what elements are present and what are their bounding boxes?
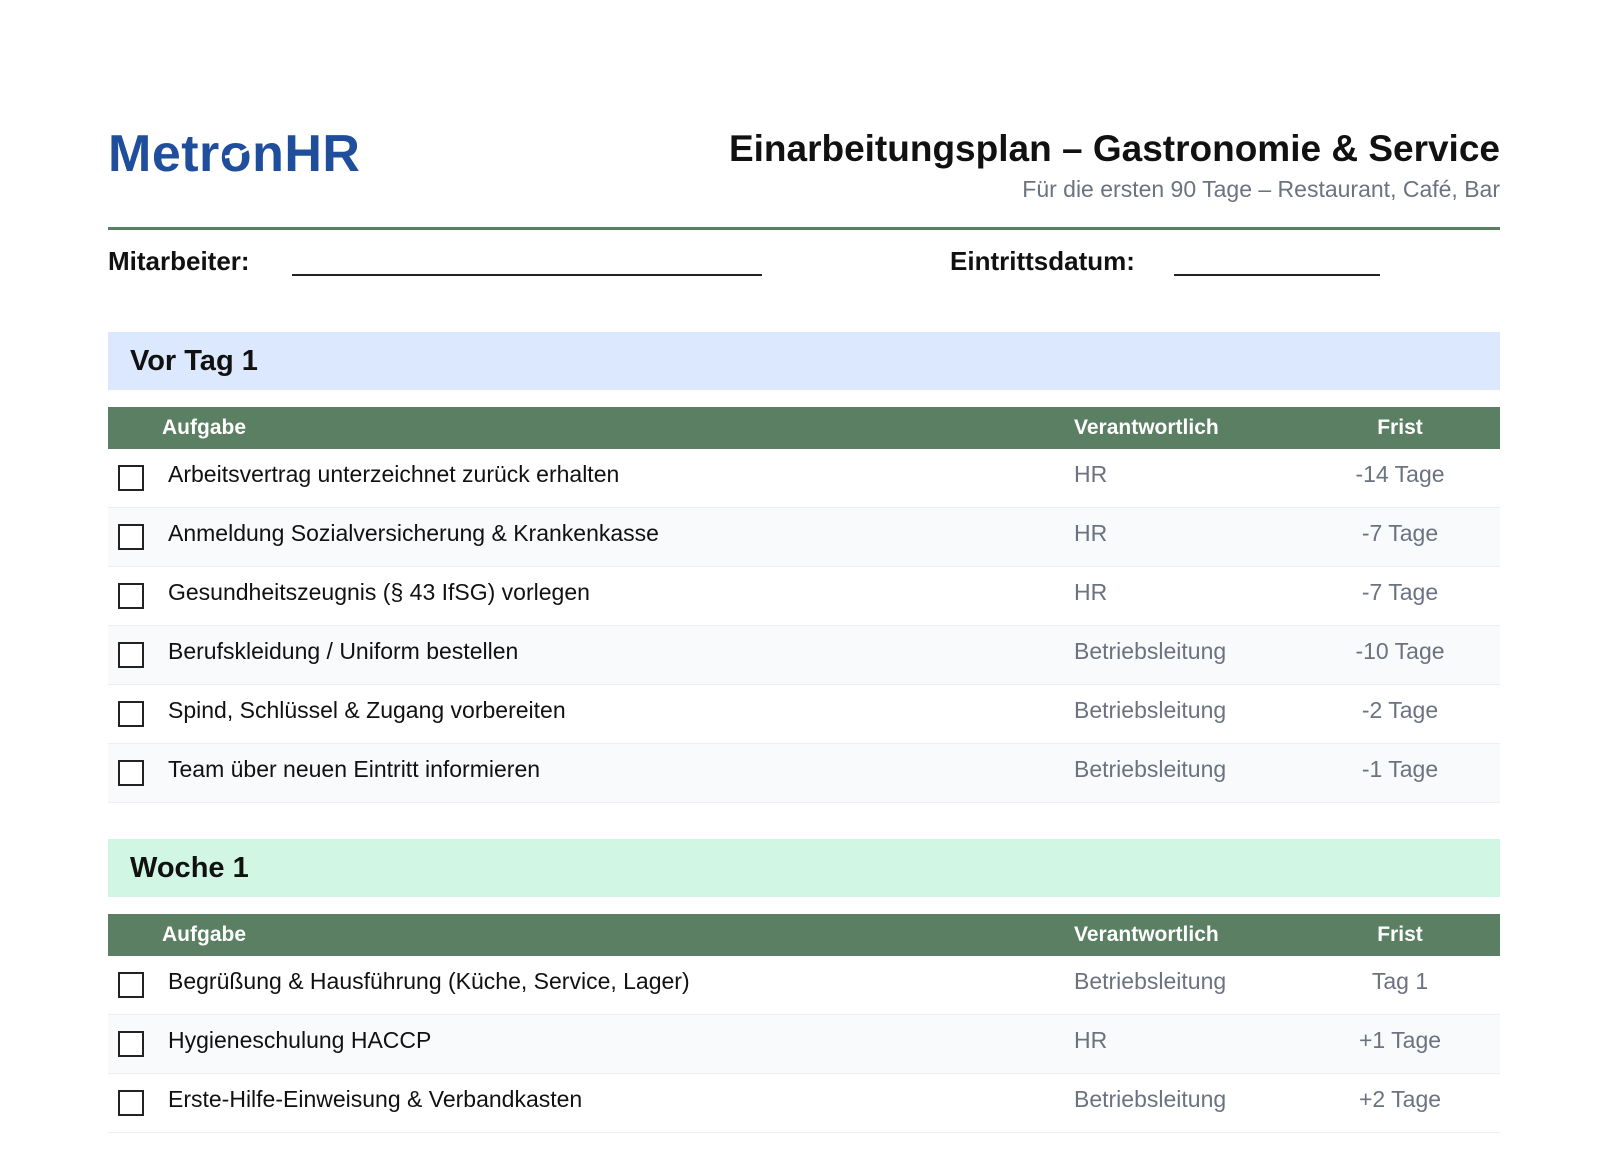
due-text: +2 Tage xyxy=(1358,1086,1442,1112)
task-checkbox[interactable] xyxy=(118,701,144,727)
table-header xyxy=(108,407,1500,449)
task-text: Team über neuen Eintritt informieren xyxy=(168,756,541,782)
responsible-text: HR xyxy=(1074,1027,1108,1053)
column-header-responsible: Verantwortlich xyxy=(1074,416,1219,439)
column-header-task: Aufgabe xyxy=(162,923,246,946)
due-text: Tag 1 xyxy=(1371,968,1429,994)
section-title: Woche 1 xyxy=(108,839,1500,897)
header-divider xyxy=(108,227,1500,230)
task-checkbox[interactable] xyxy=(118,972,144,998)
logo-text-suffix: nHR xyxy=(252,125,361,183)
logo-text-o: o xyxy=(219,125,253,183)
responsible-text: Betriebsleitung xyxy=(1074,1086,1227,1112)
task-text: Anmeldung Sozialversicherung & Krankenkasse xyxy=(168,520,659,546)
task-text: Arbeitsvertrag unterzeichnet zurück erhalten xyxy=(168,461,620,487)
table-row xyxy=(108,508,1500,567)
responsible-text: HR xyxy=(1074,579,1108,605)
responsible-text: Betriebsleitung xyxy=(1074,697,1227,723)
page-subtitle: Für die ersten 90 Tage – Restaurant, Café, Bar xyxy=(1022,176,1500,202)
due-text: -14 Tage xyxy=(1355,461,1445,487)
due-text: -7 Tage xyxy=(1361,579,1439,605)
logo-text-prefix: Metr xyxy=(108,125,220,183)
task-checkbox[interactable] xyxy=(118,1031,144,1057)
table-row xyxy=(108,567,1500,626)
table-row xyxy=(108,1074,1500,1133)
employee-name-field[interactable] xyxy=(292,274,762,276)
page-title: Einarbeitungsplan – Gastronomie & Service xyxy=(728,128,1500,169)
task-checkbox[interactable] xyxy=(118,642,144,668)
table-row xyxy=(108,744,1500,803)
column-header-task: Aufgabe xyxy=(162,416,246,439)
start-date-label: Eintrittsdatum: xyxy=(950,246,1135,276)
task-text: Erste-Hilfe-Einweisung & Verbandkasten xyxy=(168,1086,583,1112)
task-checkbox[interactable] xyxy=(118,465,144,491)
table-row xyxy=(108,685,1500,744)
task-text: Spind, Schlüssel & Zugang vorbereiten xyxy=(168,697,566,723)
column-header-due: Frist xyxy=(1377,923,1423,946)
table-row xyxy=(108,1015,1500,1074)
task-text: Berufskleidung / Uniform bestellen xyxy=(168,638,519,664)
logo-swoosh-icon xyxy=(224,146,250,160)
task-checkbox[interactable] xyxy=(118,1090,144,1116)
due-text: -1 Tage xyxy=(1361,756,1439,782)
task-checkbox[interactable] xyxy=(118,760,144,786)
table-header xyxy=(108,914,1500,956)
responsible-text: HR xyxy=(1074,461,1108,487)
responsible-text: Betriebsleitung xyxy=(1074,756,1227,782)
employee-label: Mitarbeiter: xyxy=(108,246,250,276)
column-header-responsible: Verantwortlich xyxy=(1074,923,1219,946)
task-text: Gesundheitszeugnis (§ 43 IfSG) vorlegen xyxy=(168,579,590,605)
start-date-field[interactable] xyxy=(1174,274,1380,276)
section-before-day1 xyxy=(108,332,1500,803)
task-checkbox[interactable] xyxy=(118,524,144,550)
title-block xyxy=(729,126,1500,204)
task-text: Begrüßung & Hausführung (Küche, Service, Lager) xyxy=(168,968,690,994)
document-header xyxy=(108,0,1500,232)
task-text: Hygieneschulung HACCP xyxy=(168,1027,432,1053)
table-row xyxy=(108,449,1500,508)
table-row xyxy=(108,626,1500,685)
employee-fields xyxy=(108,232,1500,332)
logo-o-mark xyxy=(220,124,252,184)
responsible-text: Betriebsleitung xyxy=(1074,638,1227,664)
due-text: -7 Tage xyxy=(1361,520,1439,546)
due-text: -2 Tage xyxy=(1361,697,1439,723)
section-title: Vor Tag 1 xyxy=(108,332,1500,390)
task-checkbox[interactable] xyxy=(118,583,144,609)
section-week1 xyxy=(108,839,1500,1133)
responsible-text: Betriebsleitung xyxy=(1074,968,1227,994)
responsible-text: HR xyxy=(1074,520,1108,546)
brand-logo xyxy=(108,124,360,184)
table-row xyxy=(108,956,1500,1015)
onboarding-plan-page xyxy=(108,0,1500,1169)
due-text: -10 Tage xyxy=(1355,638,1445,664)
due-text: +1 Tage xyxy=(1358,1027,1442,1053)
column-header-due: Frist xyxy=(1377,416,1423,439)
